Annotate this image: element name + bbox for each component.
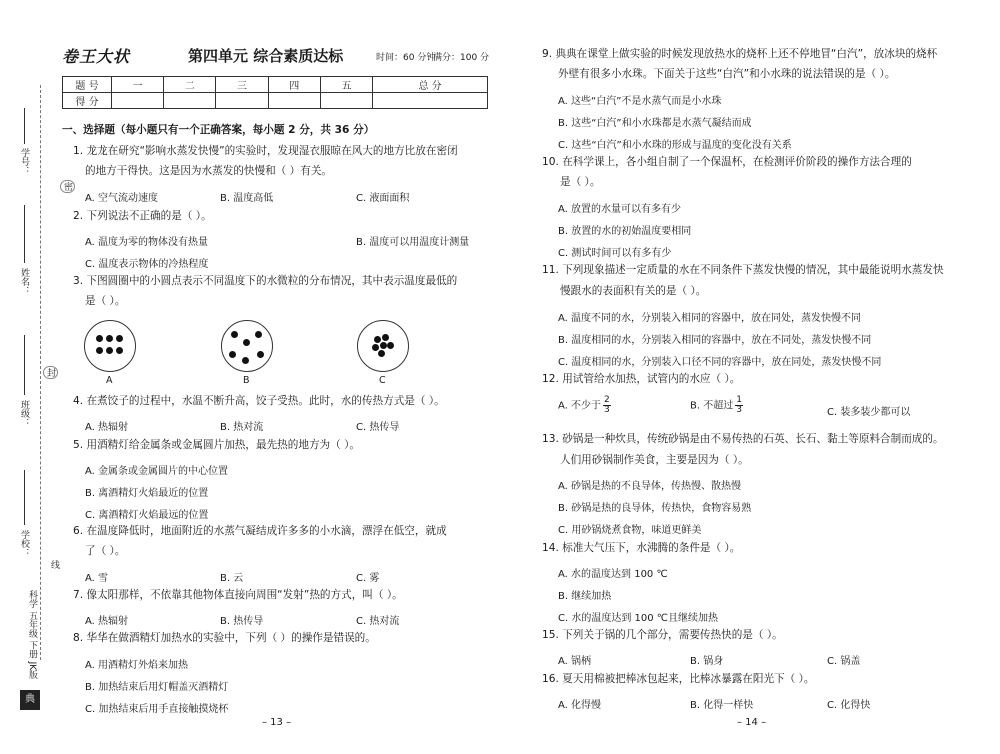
q11-option-a[interactable]: A. 温度不同的水，分别装入相同的容器中，放在同处，蒸发快慢不同 bbox=[558, 313, 862, 324]
seal-feng: 封 bbox=[43, 366, 58, 379]
q8-option-a[interactable]: A. 用酒精灯外焰来加热 bbox=[85, 660, 189, 671]
page-number-right: – 14 – bbox=[737, 717, 767, 728]
molecule-dot bbox=[257, 351, 264, 358]
circle-label-a: A bbox=[106, 375, 113, 386]
q1-option-a[interactable]: A. 空气流动速度 bbox=[85, 193, 159, 204]
molecule-dot bbox=[387, 342, 394, 349]
score-input-cell[interactable] bbox=[320, 93, 372, 109]
score-input-cell[interactable] bbox=[216, 93, 268, 109]
molecule-dot bbox=[374, 336, 381, 343]
q2-option-a[interactable]: A. 温度为零的物体没有热量 bbox=[85, 237, 209, 248]
q8-text: 8. 华华在做酒精灯加热水的实验中，下列（ ）的操作是错误的。 bbox=[73, 632, 376, 644]
class-label: 班级： bbox=[19, 400, 29, 427]
q6-option-c[interactable]: C. 雾 bbox=[356, 573, 380, 584]
q15-option-a[interactable]: A. 锅柄 bbox=[558, 656, 592, 667]
q14-text: 14. 标准大气压下，水沸腾的条件是（ ）。 bbox=[542, 542, 741, 554]
q7-text: 7. 像太阳那样，不依靠其他物体直接向周围“发射”热的方式，叫（ ）。 bbox=[73, 589, 403, 601]
q4-option-b[interactable]: B. 热对流 bbox=[220, 422, 264, 433]
q9-option-b[interactable]: B. 这些“白汽”和小水珠都是水蒸气凝结而成 bbox=[558, 118, 752, 129]
q9-option-a[interactable]: A. 这些“白汽”不是水蒸气而是小水珠 bbox=[558, 96, 722, 107]
molecule-circle-a[interactable] bbox=[84, 320, 136, 372]
q10-option-c[interactable]: C. 测试时间可以有多有少 bbox=[558, 248, 672, 259]
header-logo: 卷王大状 bbox=[62, 47, 131, 66]
score-input-cell[interactable] bbox=[268, 93, 320, 109]
q7-option-b[interactable]: B. 热传导 bbox=[220, 616, 264, 627]
q4-text: 4. 在煮饺子的过程中，水温不断升高，饺子受热。此时，水的传热方式是（ ）。 bbox=[73, 395, 445, 407]
molecule-circle-c[interactable] bbox=[357, 320, 409, 372]
score-input-cell[interactable] bbox=[164, 93, 216, 109]
q16-option-a[interactable]: A. 化得慢 bbox=[558, 700, 602, 711]
score-header-cell: 题 号 bbox=[63, 77, 112, 93]
q13-option-c[interactable]: C. 用砂锅烧煮食物，味道更鲜美 bbox=[558, 525, 702, 536]
full-score: 满分：100 分 bbox=[433, 53, 490, 63]
q1-text-line2: 的地方干得快。这是因为水蒸发的快慢和（ ）有关。 bbox=[85, 165, 333, 177]
section-heading: 一、选择题（每小题只有一个正确答案，每小题 2 分，共 36 分） bbox=[62, 124, 375, 136]
q4-option-a[interactable]: A. 热辐射 bbox=[85, 422, 129, 433]
student-id-blank bbox=[24, 108, 25, 144]
score-header-cell: 五 bbox=[320, 77, 372, 93]
q2-option-b[interactable]: B. 温度可以用温度计测量 bbox=[356, 237, 470, 248]
q10-option-a[interactable]: A. 放置的水量可以有多有少 bbox=[558, 204, 682, 215]
school-label: 学校： bbox=[19, 530, 29, 557]
molecule-dot bbox=[382, 334, 389, 341]
fraction-numerator: 1 bbox=[736, 395, 742, 405]
school-blank bbox=[24, 470, 25, 525]
q2-option-c[interactable]: C. 温度表示物体的冷热程度 bbox=[85, 259, 209, 270]
fraction-numerator: 2 bbox=[604, 395, 610, 405]
q14-option-b[interactable]: B. 继续加热 bbox=[558, 591, 612, 602]
molecule-dot bbox=[372, 344, 379, 351]
q8-option-b[interactable]: B. 加热结束后用灯帽盖灭酒精灯 bbox=[85, 682, 229, 693]
q13-text-line2: 人们用砂锅制作美食，主要是因为（ ）。 bbox=[560, 454, 749, 466]
q12-option-c[interactable]: C. 装多装少都可以 bbox=[827, 407, 911, 418]
q16-text: 16. 夏天用棉被把棒冰包起来，比棒冰暴露在阳光下（ ）。 bbox=[542, 673, 815, 685]
seal-mi: 密 bbox=[60, 180, 75, 193]
q11-option-c[interactable]: C. 温度相同的水，分别装入口径不同的容器中，放在同处，蒸发快慢不同 bbox=[558, 357, 882, 368]
circle-label-b: B bbox=[243, 375, 250, 386]
score-header-cell: 四 bbox=[268, 77, 320, 93]
fraction-denominator: 3 bbox=[736, 405, 742, 415]
molecule-circle-b[interactable] bbox=[221, 320, 273, 372]
score-header-cell: 二 bbox=[164, 77, 216, 93]
name-blank bbox=[24, 205, 25, 263]
q5-option-b[interactable]: B. 离酒精灯火焰最近的位置 bbox=[85, 488, 209, 499]
molecule-dot bbox=[255, 331, 262, 338]
q6-text-line1: 6. 在温度降低时，地面附近的水蒸气凝结成许多多的小水滴，漂浮在低空，就成 bbox=[73, 525, 447, 537]
q9-option-c[interactable]: C. 这些“白汽”和小水珠的形成与温度的变化没有关系 bbox=[558, 140, 792, 151]
score-table bbox=[62, 76, 488, 109]
molecule-dot bbox=[116, 347, 123, 354]
binding-dashed-line bbox=[40, 85, 41, 660]
q12-text: 12. 用试管给水加热，试管内的水应（ ）。 bbox=[542, 373, 741, 385]
q15-option-b[interactable]: B. 锅身 bbox=[690, 656, 724, 667]
q5-option-c[interactable]: C. 离酒精灯火焰最远的位置 bbox=[85, 510, 209, 521]
q10-text-line1: 10. 在科学课上，各小组自制了一个保温杯，在检测评价阶段的操作方法合理的 bbox=[542, 156, 912, 168]
molecule-dot bbox=[229, 351, 236, 358]
score-header-cell: 一 bbox=[112, 77, 164, 93]
molecule-dot bbox=[96, 335, 103, 342]
publisher-logo-icon: 典 bbox=[20, 690, 40, 710]
molecule-dot bbox=[378, 350, 385, 357]
q6-option-b[interactable]: B. 云 bbox=[220, 573, 244, 584]
q11-text-line1: 11. 下列现象描述一定质量的水在不同条件下蒸发快慢的情况，其中最能说明水蒸发快 bbox=[542, 264, 944, 276]
q7-option-a[interactable]: A. 热辐射 bbox=[85, 616, 129, 627]
q8-option-c[interactable]: C. 加热结束后用手直接触摸烧杯 bbox=[85, 704, 229, 715]
q11-option-b[interactable]: B. 温度相同的水，分别装入相同的容器中，放在不同处，蒸发快慢不同 bbox=[558, 335, 872, 346]
q12-option-b-label: B. 不超过 bbox=[690, 400, 734, 412]
q5-option-a[interactable]: A. 金属条或金属圆片的中心位置 bbox=[85, 466, 229, 477]
molecule-dot bbox=[106, 347, 113, 354]
q1-option-c[interactable]: C. 液面面积 bbox=[356, 193, 410, 204]
q13-text-line1: 13. 砂锅是一种炊具，传统砂锅是由不易传热的石英、长石、黏土等原料合制而成的。 bbox=[542, 433, 944, 445]
q16-option-b[interactable]: B. 化得一样快 bbox=[690, 700, 754, 711]
q6-text-line2: 了（ ）。 bbox=[85, 545, 126, 557]
q12-option-b[interactable] bbox=[690, 396, 743, 415]
q1-option-b[interactable]: B. 温度高低 bbox=[220, 193, 274, 204]
page-number-left: – 13 – bbox=[262, 717, 292, 728]
q9-text-line2: 外壁有很多小水珠。下面关于这些“白汽”和小水珠的说法错误的是（ ）。 bbox=[558, 68, 896, 80]
molecule-dot bbox=[116, 335, 123, 342]
q10-text-line2: 是（ ）。 bbox=[560, 176, 601, 188]
molecule-dot bbox=[243, 339, 250, 346]
molecule-dot bbox=[96, 347, 103, 354]
q7-option-c[interactable]: C. 热对流 bbox=[356, 616, 400, 627]
time-limit: 时间：60 分钟 bbox=[376, 53, 436, 63]
q5-text: 5. 用酒精灯给金属条或金属圆片加热，最先热的地方为（ ）。 bbox=[73, 439, 360, 451]
q13-option-b[interactable]: B. 砂锅是热的良导体，传热快，食物容易熟 bbox=[558, 503, 752, 514]
fraction-denominator: 3 bbox=[604, 405, 610, 415]
circle-label-c: C bbox=[379, 375, 386, 386]
molecule-dot bbox=[242, 357, 249, 364]
score-label-cell: 得 分 bbox=[63, 93, 112, 109]
q12-option-a[interactable] bbox=[558, 396, 611, 415]
molecule-dot bbox=[106, 335, 113, 342]
fraction-one-third bbox=[735, 396, 743, 415]
q1-text-line1: 1. 龙龙在研究“影响水蒸发快慢”的实验时，发现湿衣服晾在风大的地方比放在密闭 bbox=[73, 145, 458, 157]
class-blank bbox=[24, 335, 25, 395]
page-title: 第四单元 综合素质达标 bbox=[188, 47, 344, 65]
q16-option-c[interactable]: C. 化得快 bbox=[827, 700, 871, 711]
q11-text-line2: 慢跟水的表面积有关的是（ ）。 bbox=[560, 285, 707, 297]
q15-option-c[interactable]: C. 锅盖 bbox=[827, 656, 861, 667]
q2-text: 2. 下列说法不正确的是（ ）。 bbox=[73, 210, 212, 222]
q12-option-a-label: A. 不少于 bbox=[558, 400, 602, 412]
q15-text: 15. 下列关于锅的几个部分，需要传热快的是（ ）。 bbox=[542, 629, 783, 641]
fraction-two-thirds bbox=[603, 396, 611, 415]
molecule-dot bbox=[380, 342, 387, 349]
student-id-label: 学号： bbox=[19, 148, 29, 175]
book-info: 科学 五年级 下册 JK版 bbox=[27, 590, 37, 680]
q13-option-a[interactable]: A. 砂锅是热的不良导体，传热慢、散热慢 bbox=[558, 481, 742, 492]
molecule-dot bbox=[231, 331, 238, 338]
q3-text-line1: 3. 下图圆圈中的小圆点表示不同温度下的水微粒的分布情况，其中表示温度最低的 bbox=[73, 275, 458, 287]
q3-text-line2: 是（ ）。 bbox=[85, 295, 126, 307]
score-input-cell[interactable] bbox=[112, 93, 164, 109]
q6-option-a[interactable]: A. 雪 bbox=[85, 573, 109, 584]
name-label: 姓名： bbox=[19, 268, 29, 295]
q4-option-c[interactable]: C. 热传导 bbox=[356, 422, 400, 433]
score-input-cell[interactable] bbox=[373, 93, 488, 109]
q9-text-line1: 9. 典典在课堂上做实验的时候发现放热水的烧杯上还不停地冒“白汽”，放冰块的烧杯 bbox=[542, 48, 938, 60]
q14-option-c[interactable]: C. 水的温度达到 100 ℃且继续加热 bbox=[558, 613, 719, 624]
q10-option-b[interactable]: B. 放置的水的初始温度要相同 bbox=[558, 226, 692, 237]
seal-xian: 线 bbox=[49, 560, 59, 569]
score-header-cell: 总 分 bbox=[373, 77, 488, 93]
q14-option-a[interactable]: A. 水的温度达到 100 ℃ bbox=[558, 569, 668, 580]
score-header-cell: 三 bbox=[216, 77, 268, 93]
